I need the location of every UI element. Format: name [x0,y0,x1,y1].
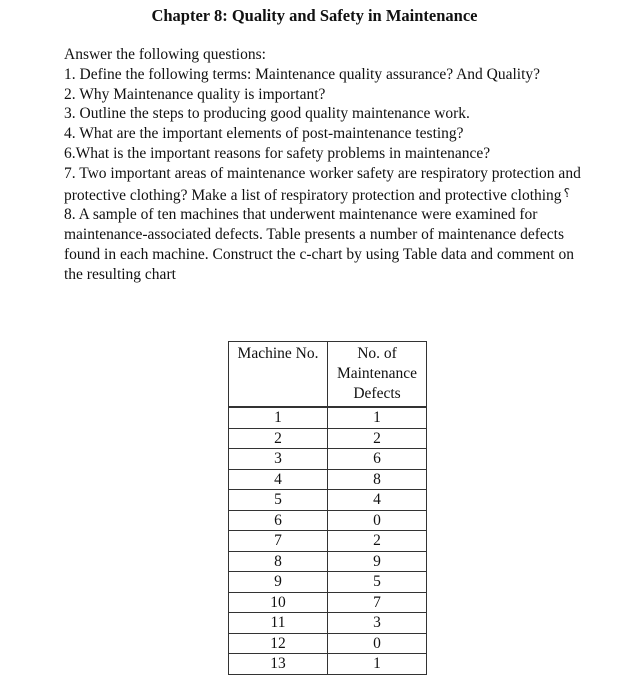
machine-no-cell: 2 [229,428,328,449]
page-title: Chapter 8: Quality and Safety in Maintenance [151,6,478,25]
header-machine-no: Machine No. [229,342,328,408]
defects-cell: 6 [328,449,427,470]
defects-cell: 8 [328,469,427,490]
defects-cell: 1 [328,654,427,675]
table-row [229,531,427,552]
defects-table [228,341,427,675]
table-row [229,633,427,654]
question-3: 3. Outline the steps to producing good quality maintenance work. [64,105,470,123]
machine-no-cell: 4 [229,469,328,490]
header-defects: No. of Maintenance Defects [328,342,427,408]
defects-cell: 4 [328,490,427,511]
defects-cell: 2 [328,531,427,552]
table-row [229,613,427,634]
defects-cell: 1 [328,407,427,428]
table-row [229,654,427,675]
machine-no-cell: 13 [229,654,328,675]
machine-no-cell: 11 [229,613,328,634]
defects-cell: 5 [328,572,427,593]
machine-no-cell: 8 [229,551,328,572]
table-row [229,469,427,490]
table-header-row [229,342,427,408]
table-row [229,572,427,593]
machine-no-cell: 3 [229,449,328,470]
table-row [229,428,427,449]
question-8: 8. A sample of ten machines that underwent maintenance were examined for maintenance-associated defects. Table presents a number of maintenance defects found in each machine. Construct the c-chart by using Table data and comment on the resulting chart [64,206,574,283]
question-4: 4. What are the important elements of post-maintenance testing? [64,125,464,143]
table-row [229,407,427,428]
defects-cell: 0 [328,510,427,531]
table-body [229,407,427,674]
defects-cell: 7 [328,592,427,613]
question-list [64,45,594,285]
table-row [229,551,427,572]
machine-no-cell: 1 [229,407,328,428]
machine-no-cell: 5 [229,490,328,511]
question-1: 1. Define the following terms: Maintenance quality assurance? And Quality? [64,65,541,83]
machine-no-cell: 7 [229,531,328,552]
question-6: 6.What is the important reasons for safety problems in maintenance? [64,144,491,162]
table-row [229,510,427,531]
machine-no-cell: 9 [229,572,328,593]
table-row [229,490,427,511]
defects-cell: 2 [328,428,427,449]
defects-cell: 9 [328,551,427,572]
question-7-text: 7. Two important areas of maintenance worker safety are respiratory protection and protective clothing? Make a list of respiratory protection and protective clothing [64,164,581,204]
question-mark-glyph: ؟ [563,185,570,200]
machine-no-cell: 6 [229,510,328,531]
table-row [229,449,427,470]
defects-cell: 3 [328,613,427,634]
question-2: 2. Why Maintenance quality is important? [64,85,326,103]
defects-cell: 0 [328,633,427,654]
intro-text: Answer the following questions: [64,46,266,63]
machine-no-cell: 12 [229,633,328,654]
table-row [229,592,427,613]
question-7 [64,164,594,206]
machine-no-cell: 10 [229,592,328,613]
